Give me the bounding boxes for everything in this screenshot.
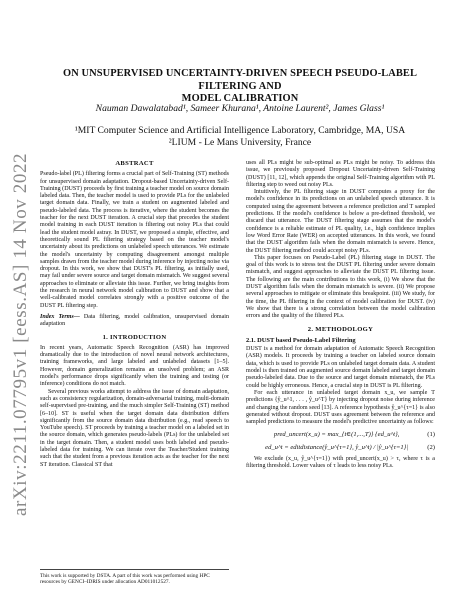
left-column — [40, 160, 229, 469]
index-terms-label: Index Terms— — [40, 313, 80, 320]
method-paragraph-3: We exclude (x_u, ŷ_u^{τ=1}) with pred_uncert(x_u) > τ, where τ is a filtering threshold. Lower values of τ leads to less noisy PLs. — [246, 455, 435, 470]
methodology-heading: 2. METHODOLOGY — [307, 325, 374, 333]
equation-1-body: pred_uncert(x_u) = max_{t∈(1,...,T)} {ed_u^t}, — [273, 431, 400, 439]
method-paragraph-1: DUST is a method for domain adaptation of Automatic Speech Recognition (ASR) models. It proceeds by training a teacher on labeled source domain data, which is used to provide PLs on unlabeled target domain data. A student model is then trained on augmented source domain labeled and target domain pseudo-labeled data. Due to the source and target domain mismatch, the PLs could be highly erroneous. Hence, a crucial step in DUST is PL filtering. — [246, 346, 435, 389]
abstract-heading: ABSTRACT — [115, 160, 154, 167]
title-line-2: MODEL CALIBRATION — [181, 93, 299, 104]
intro-paragraph-2: Several previous works attempt to address the issue of domain adaptation, such as consistency regularization, domain-adversarial training, multi-domain self-supervised pre-training, and the much simpler Self-Training (ST) method [6–10]. ST is useful when the target domain data distribution differs significantly from the source domain data distribution (e.g., read speech to YouTube speech). ST proceeds by training a teacher model on a labeled set in the source domain, which generates pseudo-labels (PLs) for the unlabeled set in the target domain. Then, a student model uses both labeled and pseudo-labeled data for training. We can iterate over the Teacher/Student training such that the student from a previous iteration acts as the teacher for the next ST iteration. Classical ST that — [40, 388, 229, 468]
arxiv-stamp — [4, 150, 34, 520]
intro-paragraph-1: In recent years, Automatic Speech Recognition (ASR) has improved dramatically due to the introduction of novel neural network architectures, training frameworks, and large labeled and unlabeled datasets [1–5]. However, domain generalization remains an unsolved problem; an ASR model's performance drops significantly when the training and testing (or inference) conditions do not match. — [40, 344, 229, 388]
equation-1 — [246, 431, 435, 438]
paper-page — [40, 0, 440, 613]
affiliations — [40, 125, 440, 148]
right-paragraph-2: Intuitively, the PL filtering stage in DUST computes a proxy for the model's confidence in its predictions on an unlabeled speech utterance. It is computed using the agreement between a reference prediction and T sampled predictions. If the model's confidence is below a pre-defined threshold, we discard that utterance. The DUST filtering stage assumes that the model's confidence is a reliable estimate of PL quality, i.e., high confidence implies low Word Error Rate (WER) on accepted utterances. In this work, we found that the DUST algorithm fails when the domain mismatch is severe. Hence, the DUST filtering method could accept noisy PLs. — [246, 189, 435, 254]
abstract-text: Pseudo-label (PL) filtering forms a crucial part of Self-Training (ST) methods for unsupervised domain adaptation. Dropout-based Uncertainty-driven Self-Training (DUST) proceeds by first training a teacher model on source domain labeled data. Then, the teacher model is used to provide PLs for the unlabeled target domain data. Finally, we train a student on augmented labeled and pseudo-labeled data. The process is iterative, where the student becomes the teacher for the next DUST iteration. A crucial step that precedes the student model training in each DUST iteration is filtering out noisy PLs that could lead the student model astray. In DUST, we proposed a simple, effective, and theoretically sound PL filtering strategy based on the teacher model's uncertainty about its predictions on unlabeled speech utterances. We estimate the model's uncertainty by computing disagreement amongst multiple samples drawn from the teacher model during inference by injecting noise via dropout. In this work, we show that DUST's PL filtering, as initially used, may fail under severe source and target domain mismatch. We suggest several approaches to eliminate or alleviate this issue. Further, we bring insights from the research in neural network model calibration to DUST and show that a well-calibrated model correlates strongly with a positive outcome of the DUST PL filtering step. — [40, 171, 229, 309]
right-column — [246, 160, 435, 471]
title-line-1: ON UNSUPERVISED UNCERTAINTY-DRIVEN SPEECH PSEUDO-LABEL FILTERING AND — [63, 68, 417, 92]
subsection-heading: 2.1. DUST based Pseudo-Label Filtering — [246, 336, 356, 344]
arxiv-stamp-svg — [4, 150, 34, 520]
method-paragraph-2: For each utterance in unlabeled target domain x_u, we sample T predictions {ŷ_u^1, . . . , ŷ_u^T} by injecting dropout noise during inference and changing the random seed [13]. A reference hypothesis ŷ_u^{τ=1} is also generated without dropout. DUST uses agreement between the reference and sampled predictions to measure the model's predictive uncertainty as follows: — [246, 389, 435, 426]
introduction-heading: 1. INTRODUCTION — [102, 333, 167, 341]
equation-2-number: (2) — [427, 443, 435, 451]
paper-title — [40, 68, 440, 106]
equation-1-number: (1) — [427, 431, 435, 439]
equation-2 — [246, 444, 435, 451]
affiliation-2: ²LIUM - Le Mans University, France — [168, 136, 312, 148]
index-terms — [40, 314, 229, 329]
right-paragraph-3: This paper focuses on Pseudo-Label (PL) filtering stage in DUST. The goal of this work is to stress test the DUST PL filtering under severe domain mismatch, and suggest approaches to alleviate the DUST PL filtering issue. The following are the main contributions to this work, (i) We show that the DUST algorithm fails when the domain mismatch is severe. (ii) We propose several approaches to mitigate or eliminate this breakpoint. (iii) We study, for the time, the PL filtering in the context of model calibration for DUST. (iv) We show that there is a strong correlation between the model calibration errors and the quality of the filtered PLs. — [246, 254, 435, 320]
right-paragraph-1: uses all PLs might be sub-optimal as PLs might be noisy. To address this issue, we previously proposed Dropout Uncertainty-driven Self-Training (DUST) [11, 12], which appends the original Self-Training algorithm with PL filtering step to weed out noisy PLs. — [246, 160, 435, 188]
equation-2-body: ed_u^t = editdistance(ŷ_u^{τ=1}, ŷ_u^t) / |ŷ_u^{τ=1}| — [265, 443, 409, 451]
affiliation-1: ¹MIT Computer Science and Artificial Intelligence Laboratory, Cambridge, MA, USA — [74, 125, 406, 136]
arxiv-stamp-text: arXiv:2211.07795v1 [eess.AS] 14 Nov 2022 — [10, 152, 31, 516]
author-list: Nauman Dawalatabad¹, Sameer Khurana¹, Antoine Laurent², James Glass¹ — [95, 103, 385, 114]
index-terms-text: Data filtering, model calibration, unsupervised domain adaptation — [40, 313, 229, 328]
footnote: This work is supported by DSTA. A part of this work was performed using HPC resources by GENCI–IDRIS under allocation AD011012527. — [40, 569, 229, 586]
